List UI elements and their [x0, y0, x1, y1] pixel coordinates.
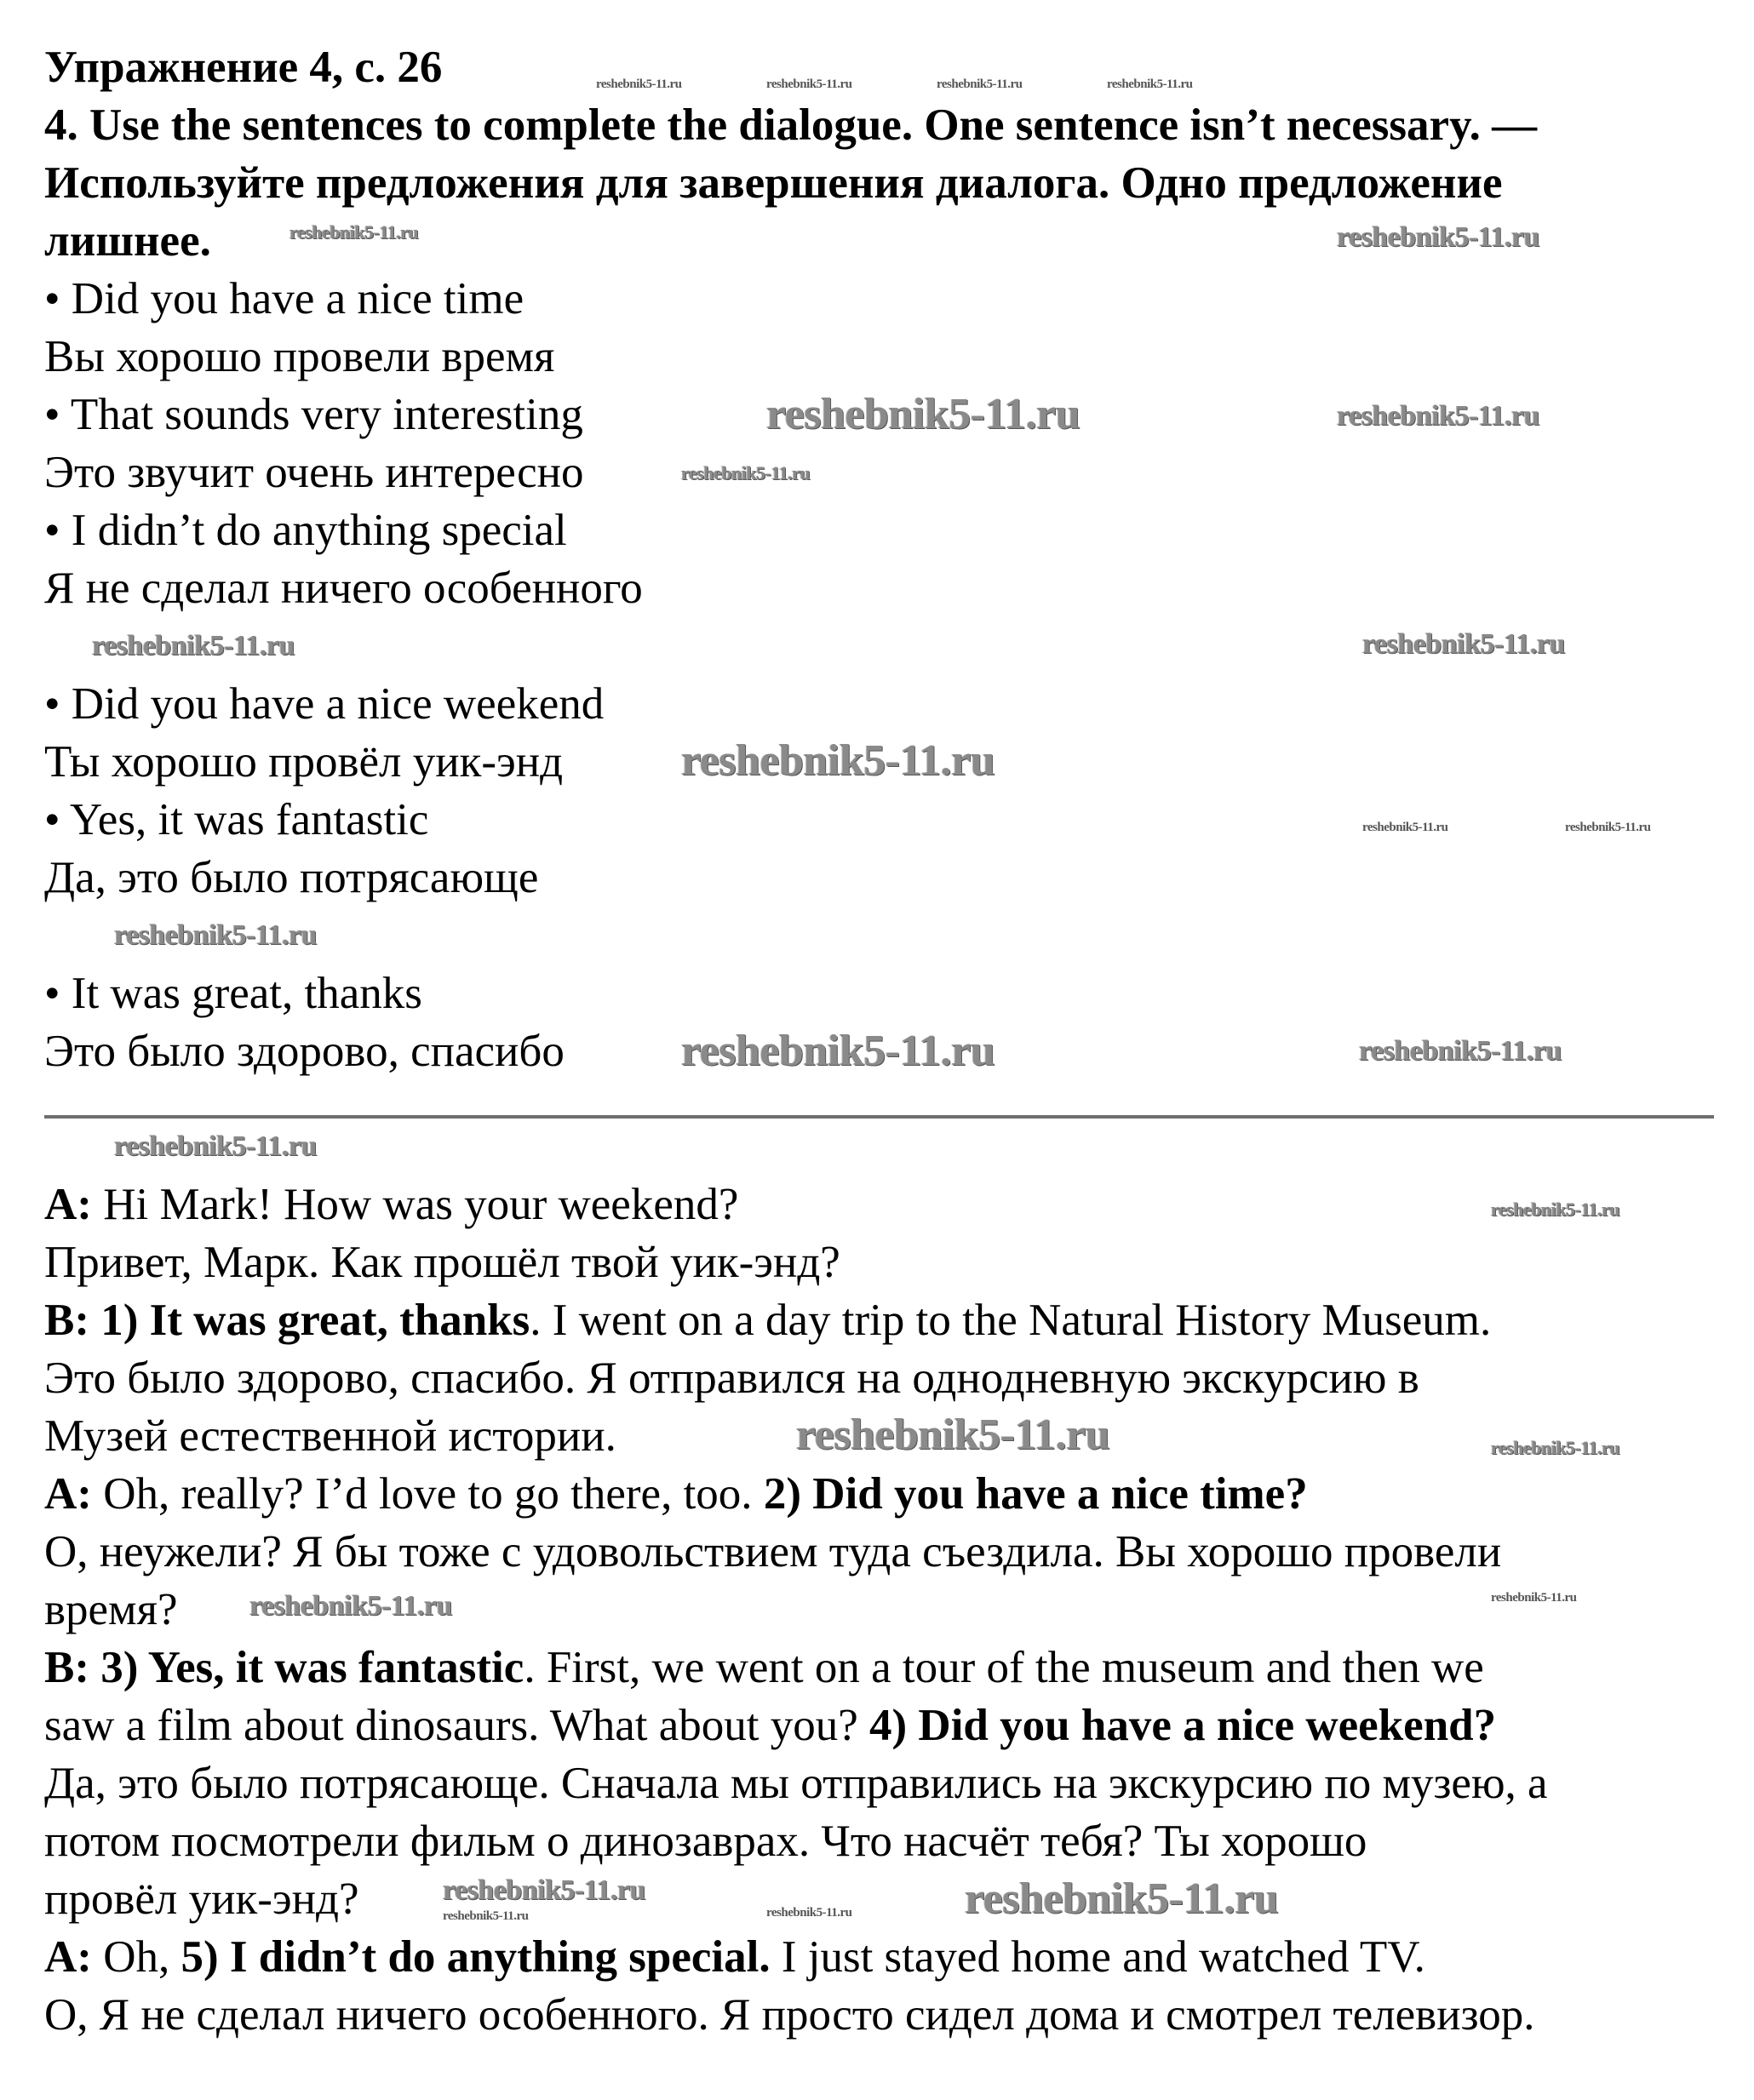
text-line: [44, 1754, 1548, 1812]
text-line: [44, 1233, 840, 1291]
text: Да, это было потрясающе. Сначала мы отправились на экскурсию по музею, а: [44, 1759, 1548, 1808]
text-line: [44, 1523, 1501, 1581]
text: • Did you have a nice time: [44, 274, 524, 323]
text-line: [44, 270, 524, 328]
text: • Yes, it was fantastic: [44, 795, 429, 844]
text-line: [44, 964, 422, 1022]
text-line: [44, 1176, 738, 1233]
text: • Did you have a nice weekend: [44, 679, 605, 729]
text-line: [44, 1812, 1367, 1870]
text: О, неужели? Я бы тоже с удовольствием туда съездила. Вы хорошо провели: [44, 1527, 1502, 1576]
text-line: [44, 1349, 1419, 1407]
watermark: reshebnik5-11.ru: [249, 1590, 452, 1622]
watermark: reshebnik5-11.ru: [1491, 1199, 1620, 1220]
bold-text: Упражнение 4, с. 26: [44, 43, 443, 92]
text-line: [44, 328, 554, 386]
watermark: reshebnik5-11.ru: [1491, 1591, 1577, 1605]
section-divider: [44, 1115, 1714, 1119]
bold-text: A:: [44, 1469, 92, 1519]
text: потом посмотрели фильм о динозаврах. Что насчёт тебя? Ты хорошо: [44, 1817, 1367, 1866]
watermark: reshebnik5-11.ru: [114, 1130, 317, 1162]
watermark: reshebnik5-11.ru: [443, 1874, 645, 1906]
watermark: reshebnik5-11.ru: [92, 630, 295, 661]
text-line: [44, 1697, 1496, 1754]
watermark: reshebnik5-11.ru: [596, 77, 682, 91]
text: Музей естественной истории.: [44, 1411, 616, 1461]
watermark: reshebnik5-11.ru: [681, 736, 995, 785]
text: . First, we went on a tour of the museum and then we: [524, 1643, 1484, 1692]
text-line: [44, 443, 584, 501]
watermark: reshebnik5-11.ru: [681, 462, 811, 484]
text: . I went on a day trip to the Natural History Museum.: [530, 1296, 1492, 1345]
watermark: reshebnik5-11.ru: [766, 390, 1080, 438]
text-line: [44, 154, 1503, 212]
text: Oh, really? I’d love to go there, too.: [91, 1469, 764, 1519]
text-line: [44, 1581, 178, 1639]
text-line: [44, 501, 567, 559]
text-line: [44, 212, 211, 270]
bold-text: Используйте предложения для завершения диалога. Одно предложение: [44, 158, 1503, 208]
text-line: [44, 559, 643, 617]
watermark: reshebnik5-11.ru: [796, 1410, 1110, 1459]
text: Hi Mark! How was your weekend?: [91, 1180, 739, 1229]
watermark: reshebnik5-11.ru: [1359, 1035, 1562, 1067]
watermark: reshebnik5-11.ru: [965, 1874, 1279, 1923]
watermark: reshebnik5-11.ru: [681, 1027, 995, 1075]
text-line: [44, 675, 604, 733]
watermark: reshebnik5-11.ru: [937, 77, 1023, 91]
bold-text: лишнее.: [44, 216, 211, 266]
text-line: [44, 38, 442, 96]
bold-text: B: 3) Yes, it was fantastic: [44, 1643, 524, 1692]
bold-text: A:: [44, 1932, 92, 1982]
watermark: reshebnik5-11.ru: [1337, 400, 1539, 432]
watermark: reshebnik5-11.ru: [1362, 628, 1565, 660]
text-line: [44, 733, 563, 791]
watermark: reshebnik5-11.ru: [443, 1909, 529, 1923]
text-line: [44, 1928, 1425, 1986]
bold-text: B: 1) It was great, thanks: [44, 1296, 530, 1345]
bold-text: A:: [44, 1180, 92, 1229]
text-line: [44, 791, 428, 849]
text-line: [44, 1291, 1491, 1349]
text: время?: [44, 1585, 178, 1634]
text-line: [44, 386, 583, 443]
bold-text: 4) Did you have a nice weekend?: [869, 1701, 1497, 1750]
watermark: reshebnik5-11.ru: [289, 221, 419, 243]
bold-text: 5) I didn’t do anything special.: [181, 1932, 771, 1982]
text-line: [44, 96, 1537, 154]
watermark: reshebnik5-11.ru: [766, 1906, 852, 1920]
watermark: reshebnik5-11.ru: [1565, 821, 1651, 834]
text: Это было здорово, спасибо. Я отправился на однодневную экскурсию в: [44, 1353, 1419, 1403]
text: Ты хорошо провёл уик-энд: [44, 737, 564, 787]
text-line: [44, 1870, 358, 1928]
text-line: [44, 1639, 1484, 1697]
watermark: reshebnik5-11.ru: [1362, 821, 1448, 834]
text: • I didn’t do anything special: [44, 506, 567, 555]
watermark: reshebnik5-11.ru: [1337, 221, 1539, 253]
watermark: reshebnik5-11.ru: [1107, 77, 1193, 91]
bold-text: 2) Did you have a nice time?: [763, 1469, 1308, 1519]
text: провёл уик-энд?: [44, 1874, 359, 1924]
watermark: reshebnik5-11.ru: [766, 77, 852, 91]
text: Oh,: [91, 1932, 181, 1982]
text-line: [44, 1986, 1534, 2044]
text: Это звучит очень интересно: [44, 448, 584, 497]
bold-text: 4. Use the sentences to complete the dialogue. One sentence isn’t necessary. —: [44, 100, 1538, 150]
text: Привет, Марк. Как прошёл твой уик-энд?: [44, 1238, 840, 1287]
text-line: [44, 1465, 1308, 1523]
text-line: [44, 1022, 565, 1080]
text: Я не сделал ничего особенного: [44, 564, 643, 613]
watermark: reshebnik5-11.ru: [114, 919, 317, 951]
text: • That sounds very interesting: [44, 390, 583, 439]
text: I just stayed home and watched TV.: [770, 1932, 1425, 1982]
text: Вы хорошо провели время: [44, 332, 555, 381]
text-line: [44, 849, 538, 907]
text: saw a film about dinosaurs. What about you?: [44, 1701, 870, 1750]
watermark: reshebnik5-11.ru: [1491, 1437, 1620, 1458]
text-line: [44, 1407, 616, 1465]
text: • It was great, thanks: [44, 969, 422, 1018]
text: Да, это было потрясающе: [44, 853, 539, 902]
text: Это было здорово, спасибо: [44, 1027, 565, 1076]
text: О, Я не сделал ничего особенного. Я просто сидел дома и смотрел телевизор.: [44, 1990, 1535, 2040]
